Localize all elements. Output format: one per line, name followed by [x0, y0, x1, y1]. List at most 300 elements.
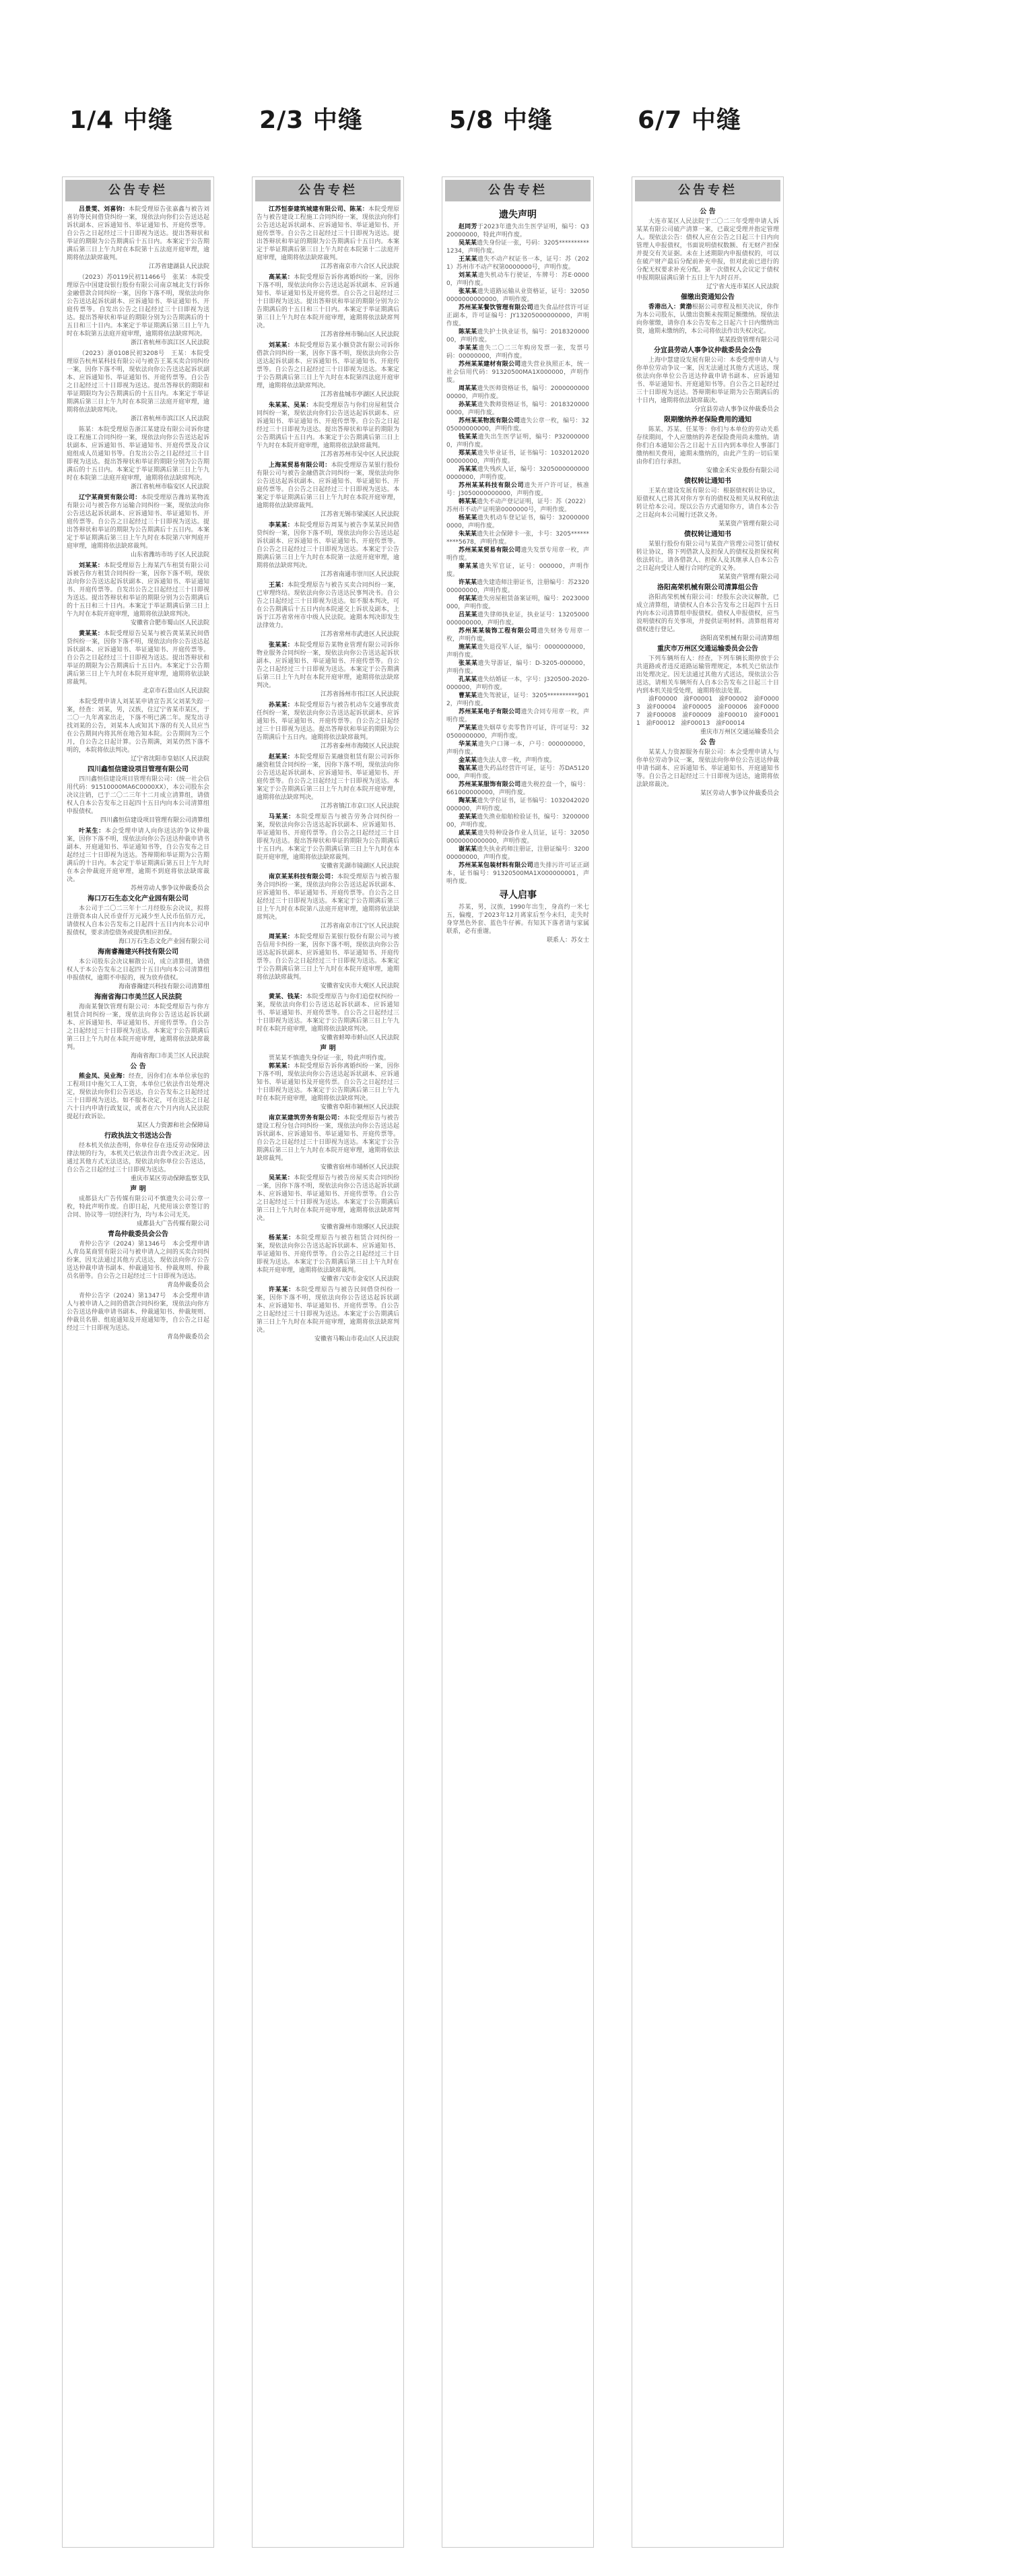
notice-addressee: 马某某： [269, 814, 295, 820]
notice-title: 声 明 [320, 1045, 336, 1052]
notice-paragraph [67, 905, 209, 937]
notice-text: 遗失公章一枚，编号：3205000000000，声明作废。 [446, 418, 589, 432]
notice-addressee: 吴某某： [269, 1175, 294, 1182]
notice-addressee: 周某某 [459, 385, 477, 392]
notice-addressee: 李某某 [459, 345, 479, 352]
notice-text: 遗失不动产权证书一本，证号：苏（2021）苏州市不动产权第0000000号，声明作废。 [446, 256, 589, 271]
notice-paragraph [257, 581, 399, 630]
notice-text: 本院受理申请人刘某某申请宣告其父刘某失踪一案，经查：刘某，男，汉族，住辽宁省某市某区，于二〇一九年离家出走，下落不明已满二年。现发出寻找刘某的公告，刘某本人或知其下落的有关人员应当在公告期间内将其所在地告知本院。公告期间为三个月，自公告之日起计算。公告期满，刘某仍然下落不明的，本院将依法判决。 [67, 699, 209, 754]
notice-title: 公 告 [130, 1063, 146, 1070]
notice-text: 大连市某区人民法院于二〇二三年受理申请人诉某某有限公司破产清算一案，已裁定受理并指定管理人。现依法公告：债权人应在公告之日起三十日内向管理人申报债权，书面说明债权数额、有无财产担保并提交有关证据。未在上述期限内申报债权的，可以在破产财产最后分配前补充申报，但对此前已进行的分配无权要求补充分配。第一次债权人会议定于债权申报期限届满后第十五日上午九时召开。 [636, 218, 779, 282]
notice-addressee: 陶某某 [459, 798, 477, 804]
notice-text: 遗失出生医学证明，编号：P320000000，声明作废。 [446, 434, 589, 449]
notice-paragraph [257, 521, 399, 570]
notice-addressee: 魏某某 [459, 765, 477, 772]
notice-text: 本院受理原告上海某汽车租赁有限公司诉被告你方租赁合同纠纷一案，因你下落不明，现依法向你公告送达起诉状副本、应诉通知书、举证通知书、开庭传票等。自发出公告之日起经过三十日即视为送达。提出答辩状和举证的期限分别为公告期满后的十五日和三十日内。本案定于举证期满后第三日上午九时在本院开庭审理，逾期将依法缺席判决。 [67, 562, 209, 618]
notice-paragraph [257, 1286, 399, 1334]
notice-signature: 分宜县劳动人事争议仲裁委员会 [694, 406, 779, 413]
notice-paragraph [257, 1174, 399, 1223]
notice-signature: 江苏省徐州市铜山区人民法院 [320, 331, 399, 338]
notice-addressee: 杨某某： [269, 1235, 295, 1242]
notice-text: 遗失道路运输从业资格证，证号：320500000000000000，声明作废。 [446, 288, 589, 303]
notice-text: 遗失执业药师注册证，注册证编号：320000000000，声明作废。 [446, 846, 589, 861]
notice-paragraph [67, 1072, 209, 1121]
notice-text: 上海中慧建设发展有限公司：本委受理申请人与你单位劳动争议一案，因无法通过其他方式送达，现依法向你单位公告送达仲裁申请书副本、应诉通知书、举证通知书、开庭通知书等。自公告之日起经过三十日即视为送达。答辩期和举证期为公告期满后的十日内，逾期将依法缺席裁决。 [636, 357, 779, 404]
notice-addressee: 上海某贸易有限公司： [269, 462, 331, 469]
notice-signature: 洛阳高荣机械有限公司清算组 [700, 635, 779, 642]
notice-paragraph [446, 797, 589, 813]
notice-addressee: 王某： [269, 582, 288, 589]
notice-signature: 辽宁省沈阳市皇姑区人民法院 [130, 756, 209, 763]
notice-signature: 安徽省安庆市大观区人民法院 [320, 983, 399, 990]
notice-title: 分宜县劳动人事争议仲裁委员会公告 [654, 347, 762, 354]
notice-addressee: 南京某某科技有限公司： [269, 874, 337, 880]
notice-title: 公 告 [700, 208, 716, 216]
notice-text: 本院受理原告周某与被告李某某民间借贷纠纷一案，因你下落不明，现依法向你公告送达起诉状副本、应诉通知书、举证通知书、开庭传票等。自公告之日起经过三十日即视为送达。本案定于公告期满后第三日上午九时在本院第一法庭开庭审理，逾期将依法缺席判决。 [257, 522, 399, 569]
notice-text: 本院受理原告吴某与被告黄某某民间借贷纠纷一案，因你下落不明，现依法向你公告送达起诉状副本、应诉通知书、举证通知书、开庭传票等。自公告之日起经过三十日即视为送达。提出答辩状和举证的期限为公告期满后十五日内。本案定于公告期满后第三日上午九时在本院开庭审理，逾期将依法缺席裁判。 [67, 631, 209, 686]
notice-text: 遗失残疾人证，编号：32050000000000000000，声明作废。 [446, 466, 589, 481]
notice-signature: 江苏省无锡市梁溪区人民法院 [320, 511, 399, 518]
notice-text: （2023）浙0108民初3208号 王某：本院受理原告杭州某科技有限公司与被告王某买卖合同纠纷一案，因你下落不明，现依法向你公告送达起诉状副本、应诉通知书、举证通知书、开庭传票等。自公告之日起经过三十日即视为送达。提出答辩状的期限和举证期限均为公告期满后的十五日内。本案定于举证期满后第三日上午九时在本院第三法庭开庭审理，逾期将依法缺席判决。 [67, 350, 209, 414]
notice-paragraph [446, 255, 589, 271]
notice-text: 洛阳高荣机械有限公司：经股东会决议解散，已成立清算组，请债权人自本公告发布之日起四十五日内向本公司清算组申报债权。债权人申报债权，应当说明债权的有关事项，并提供证明材料。清算组将对债权进行登记。 [636, 594, 779, 633]
notice-addressee: 郭某某： [269, 1063, 294, 1070]
notice-paragraph [446, 862, 589, 886]
notice-text: 海南某餐饮管理有限公司：本院受理原告与你方租赁合同纠纷一案，现依法向你公告送达起诉状副本、应诉通知书、举证通知书、开庭传票等。自公告之日起经过三十日即视为送达。本案定于公告期满后第三日上午九时在本院开庭审理，逾期将依法缺席裁判。 [67, 1004, 209, 1051]
notice-paragraph [67, 958, 209, 982]
notice-paragraph [636, 426, 779, 466]
notice-addressee: 黄某某： [79, 631, 104, 637]
notice-paragraph [636, 748, 779, 789]
notice-text: 遗失社会保障卡一张，卡号：3205**********5678，声明作废。 [446, 531, 589, 546]
notice-text: 下列车辆所有人：经查，下列车辆长期停放于公共道路或者违反道路运输管理规定，本机关已依法作出处理决定。因无法通过其他方式送达，现依法公告送达，请相关车辆所有人自本公告发布之日起三十日内到本机关接受处理，逾期将依法处置。 [636, 655, 779, 695]
notice-addressee: 王某某 [459, 256, 477, 263]
notice-text: 遗失教师资格证书，编号：20183200000000，声明作废。 [446, 401, 589, 416]
notice-text: 某银行股份有限公司与某资产管理公司签订债权转让协议，将下列借款人及担保人的债权及担保权利依法转让。请各借款人、担保人及其继承人自本公告之日起向受让人履行合同约定的义务。 [636, 541, 779, 572]
notice-paragraph [67, 205, 209, 262]
notice-paragraph [257, 993, 399, 1033]
notice-text: 本会受理申请人向你送达的争议仲裁案，因你下落不明，现依法向你公告送达仲裁申请书副本、开庭通知书、举证通知书等，自公告发布之日起经过三十日即视为送达。答辩期和举证期为公告期满后的十日内。本会定于举证期满后第五日上午九时在本会仲裁庭开庭审理，逾期不到庭将依法缺席裁决。 [67, 828, 209, 883]
notice-text: 本院受理原告某小额贷款有限公司诉你借款合同纠纷一案，因你下落不明，现依法向你公告送达起诉状副本、应诉通知书、举证通知书、开庭传票等。自公告之日起经过三十日即视为送达。本案定于公告期满后第三日上午九时在本院第四法庭开庭审理，逾期将依法缺席判决。 [257, 342, 399, 389]
column-title-4: 6/7 中缝 [638, 106, 741, 134]
notice-text: 根据公司章程及相关决议，你作为本公司股东，认缴出资额未按期足额缴纳。现依法向你催缴，请你自本公告发布之日起六十日内缴纳出资，逾期未缴纳的，本公司将依法作出失权决定。 [636, 304, 779, 335]
notice-text: 遗失毕业证书，证书编号：103201202000000000，声明作废。 [446, 450, 589, 465]
notice-text: 本公司股东会决议解散公司，成立清算组，请债权人于本公告发布之日起四十五日内向本公司清算组申报债权，逾期不申报的，视为放弃债权。 [67, 959, 209, 981]
notice-text: 遗失税控盘一个，编号：661000000000，声明作废。 [446, 781, 589, 796]
notice-paragraph [67, 1292, 209, 1332]
column-2 [252, 176, 404, 2548]
notice-text: 王某在建设发展有限公司：根据债权转让协议，原债权人已将其对你方享有的债权及相关从权利依法转让给本公司。现以公告方式通知你方，请自本公告之日起向本公司履行还款义务。 [636, 488, 779, 519]
notice-paragraph [257, 273, 399, 330]
notice-title: 四川鑫恒信建设项目管理有限公司 [88, 766, 189, 773]
notice-signature: 海南睿瀚建兴科技有限公司清算组 [118, 984, 209, 990]
notice-signature: 苏州劳动人事争议仲裁委员会 [130, 885, 209, 892]
notice-paragraph [446, 385, 589, 401]
notice-addressee: 孙某某 [459, 401, 477, 408]
notice-text: 遗失结婚证一本，字号：J320500-2020-000000，声明作废。 [446, 676, 589, 691]
notice-paragraph [446, 239, 589, 255]
notice-text: 本院受理原告与你们追偿权纠纷一案，现依法向你们公告送达起诉状副本、应诉通知书、举证通知书、开庭传票等。自公告之日起经过三十日即视为送达。本案定于公告期满后第三日上午九时在本院开庭审理，逾期将依法缺席判决。 [257, 994, 399, 1033]
notice-paragraph [257, 1114, 399, 1163]
notice-text: 本院受理原告某银行股份有限公司与被告信用卡纠纷一案，因你下落不明，现依法向你公告送达起诉状副本、应诉通知书、举证通知书、开庭传票等。自公告之日起经过三十日即视为送达。本案定于公告期满后第三日上午九时在本院开庭审理，逾期将依法缺席裁判。 [257, 934, 399, 981]
notice-text: 遗失发票专用章一枚，声明作废。 [446, 547, 589, 562]
notice-addressee: 苏州某某建材有限公司 [459, 361, 521, 368]
notice-addressee: 苏州某某物流有限公司 [459, 418, 520, 424]
notice-text: 遗失军官证，证号：000000，声明作废。 [446, 563, 589, 578]
notice-signature: 安徽金禾实业股份有限公司 [706, 468, 779, 474]
notice-title: 遗失声明 [499, 210, 537, 220]
notice-paragraph [446, 514, 589, 530]
notice-addressee: 吴某某 [459, 240, 477, 247]
column-4 [632, 176, 784, 2548]
notice-paragraph [446, 546, 589, 562]
notice-paragraph [446, 401, 589, 417]
notice-addressee: 辽宁某商贸有限公司： [79, 494, 141, 501]
notice-title: 债权转让通知书 [684, 478, 731, 485]
notice-paragraph [446, 829, 589, 845]
notice-paragraph [257, 641, 399, 690]
notice-addressee: 李某某： [269, 522, 294, 529]
notice-title: 限期缴纳养老保险费用的通知 [664, 416, 751, 424]
column-body [446, 205, 589, 2543]
notice-addressee: 南京某建筑劳务有限公司： [269, 1115, 343, 1122]
notice-text: 本院受理原告与被告民间借贷纠纷一案，因你下落不明，现依法向你公告送达起诉状副本、应诉通知书、举证通知书、开庭传票等。自公告之日起经过三十日即视为送达。本案定于公告期满后第三日上午九时在本院开庭审理，逾期将依法缺席判决。 [257, 1287, 399, 1334]
notice-text: 遗失导游证，编号：D-3205-000000，声明作废。 [446, 660, 589, 675]
notice-addressee: 赵某某： [269, 754, 294, 761]
notice-text: 于2023年遗失出生医学证明，编号：Q320000000，特此声明作废。 [446, 224, 589, 238]
notice-paragraph [446, 344, 589, 360]
notice-paragraph [446, 530, 589, 546]
notice-paragraph [636, 218, 779, 282]
notice-text: 遗失医师资格证书，编号：200000000000000，声明作废。 [446, 385, 589, 400]
notice-text: 遗失机动车登记证书，编号：320000000000，声明作废。 [446, 515, 589, 529]
notice-paragraph [446, 813, 589, 829]
notice-text: 本院受理原告诉你离婚纠纷一案，因你下落不明，现依法向你公告送达起诉状副本、应诉通知书、举证通知书及开庭传票。自公告之日起经过三十日即视为送达。提出答辩状和举证的期限分别为公告期满后的十五日和三十日内。本案定于举证期满后第三日上午九时在本院开庭审理，逾期将依法缺席判决。 [257, 274, 399, 329]
notice-paragraph [67, 562, 209, 618]
notice-addressee: 苏州某某科技有限公司 [459, 482, 525, 489]
notice-addressee: 施某某 [459, 644, 477, 651]
notice-paragraph [446, 417, 589, 433]
notice-signature: 某区劳动人事争议仲裁委员会 [700, 790, 779, 797]
column-title-1: 1/4 中缝 [69, 106, 173, 134]
notice-paragraph [446, 627, 589, 643]
notice-text: 遗失退役军人证，编号：0000000000，声明作废。 [446, 644, 589, 659]
notice-paragraph [446, 756, 589, 765]
notice-text: 本院受理原告某银行股份有限公司与被告金融借款合同纠纷一案，现依法向你公告送达起诉状副本、应诉通知书、举证通知书、开庭传票等。自公告之日起经过三十日即视为送达。本案定于举证期满后第三日上午九时在本院开庭审理，逾期将依法缺席裁判。 [257, 462, 399, 509]
notice-text: 遗失烟草专卖零售许可证，许可证号：320500000000，声明作废。 [446, 725, 589, 740]
notice-text: 本院受理原告与你们房屋租赁合同纠纷一案，现依法向你们公告送达起诉状副本、应诉通知书、举证通知书、开庭传票等。自公告之日起经过三十日即视为送达。提出答辩状和举证的期限为公告期满后十五日内。本案定于公告期满后第三日上午九时在本院开庭审理，逾期将依法缺席裁判。 [257, 402, 399, 449]
notice-paragraph [67, 1195, 209, 1219]
notice-title: 公 告 [700, 739, 716, 746]
notice-text: 遗失学位证书，证书编号：1032042020000000，声明作废。 [446, 798, 589, 812]
notice-text: 四川鑫恒信建设项目管理有限公司：（统一社会信用代码：91510000MA6C0000XX），本公司股东会决议注销，已于二〇二三年十二月成立清算组，请债权人自本公告发布之日起四十五日内向本公司清算组申报债权。 [67, 776, 209, 815]
notice-addressee: 黄某、钱某： [269, 994, 306, 1000]
notice-addressee: 叶某生： [79, 828, 105, 835]
notice-paragraph [636, 303, 779, 335]
notice-paragraph [257, 401, 399, 450]
notice-title: 海南睿瀚建兴科技有限公司 [98, 948, 178, 956]
notice-addressee: 苏州某某电子有限公司 [459, 709, 521, 715]
notice-text: 陈某：本院受理原告浙江某建设有限公司诉你建设工程施工合同纠纷一案，现依法向你公告送达起诉状副本、应诉通知书、举证通知书、开庭传票及合议庭组成人员通知书等。自发出公告之日起经过三十日即视为送达。提出答辩状和举证的期限分别为公告期满后的十五日内。本案定于举证期满后第三日上午九时在本院第二法庭开庭审理，逾期将依法缺席判决。 [67, 426, 209, 482]
notice-text: 遗失财务专用章一枚，声明作废。 [446, 628, 589, 643]
notice-paragraph [446, 595, 589, 611]
notice-paragraph [446, 288, 589, 304]
notice-text: 遗失建造师注册证书，注册编号：苏232000000000，声明作废。 [446, 579, 589, 594]
notice-signature: 安徽省马鞍山市花山区人民法院 [314, 1336, 399, 1343]
notice-paragraph [257, 1062, 399, 1103]
notice-signature: 安徽省滁州市琅琊区人民法院 [320, 1224, 399, 1231]
notice-paragraph [257, 1234, 399, 1275]
notice-paragraph [446, 579, 589, 595]
notice-text: 遗失法人章一枚，声明作废。 [477, 757, 556, 764]
notice-paragraph [446, 692, 589, 708]
notice-text: 青仲公告字（2024）第1346号 本会受理申请人青岛某商贸有限公司与被申请人之间的买卖合同纠纷案，因无法通过其他方式送达，现依法向你方公告送达仲裁申请书副本、仲裁通知书、仲裁规则、仲裁员名册等。自公告之日起经过三十日即视为送达。 [67, 1241, 209, 1280]
notice-signature: 某某投资管理有限公司 [718, 337, 779, 344]
notice-addressee: 苏州某某装饰工程有限公司 [459, 628, 537, 635]
notice-signature: 海口万石生态文化产业园有限公司 [118, 938, 209, 945]
notice-paragraph [446, 304, 589, 328]
notice-paragraph [67, 426, 209, 482]
notice-paragraph [446, 781, 589, 797]
column-body [67, 205, 209, 2543]
notice-signature: 成都县大广告传媒有限公司 [136, 1221, 209, 1227]
notice-paragraph [446, 740, 589, 756]
notice-paragraph [67, 1003, 209, 1052]
notice-text: 本院受理原告与被告建设工程分包合同纠纷一案，现依法向你公告送达起诉状副本、应诉通知书、举证通知书、开庭传票等。自公告之日起经过三十日即视为送达。本案定于公告期满后第三日上午九时在本院开庭审理，逾期将依法缺席裁判。 [257, 1115, 399, 1162]
notice-signature: 青岛仲裁委员会 [166, 1334, 209, 1341]
notice-title: 催缴出资通知公告 [681, 294, 735, 301]
notice-paragraph [446, 765, 589, 781]
notice-signature: 安徽省芜湖市镜湖区人民法院 [320, 863, 399, 870]
notice-text: 本院受理原告与被告建设工程施工合同纠纷一案，现依法向你们公告送达起诉状副本、应诉通知书、举证通知书、开庭传票等。自公告之日起经过三十日即视为送达。提出答辩状和举证的期限为公告期满后十五日内。本案定于举证期满后第三日上午九时在本院第十二法庭开庭审理，逾期将依法缺席裁判。 [257, 206, 399, 261]
notice-signature: 某某资产管理有限公司 [718, 521, 779, 527]
notice-signature: 江苏省南京市江宁区人民法院 [320, 923, 399, 930]
notice-addressee: 戚某某 [459, 830, 477, 837]
notice-text: 遗失开户许可证，核准号：J3050000000000，声明作废。 [446, 482, 589, 497]
notice-text: 遗失二〇二三年购房发票一张，发票号码：00000000，声明作废。 [446, 345, 589, 360]
notice-text: 遗失食品经营许可证正副本，许可证编号：JY13205000000000，声明作废。 [446, 304, 589, 327]
notice-title: 洛阳高荣机械有限公司清算组公告 [657, 584, 758, 591]
notice-paragraph [446, 903, 589, 936]
notice-addressee: 许某某 [459, 579, 477, 586]
notice-text: 本院受理原告某物业管理有限公司诉你物业服务合同纠纷一案，现依法向你公告送达起诉状副本、应诉通知书、举证通知书、开庭传票等。自公告之日起经过三十日即视为送达。本案定于公告期满后第三日上午九时在本院开庭审理，逾期将依法缺席判决。 [257, 642, 399, 689]
notice-text: 本院受理原告与被告劳务合同纠纷一案，现依法向你公告送达起诉状副本、应诉通知书、举证通知书、开庭传票等。自公告之日起经过三十日即视为送达。提出答辩状和举证的期限为公告期满后十五日内。本案定于公告期满后第三日上午九时在本院开庭审理，逾期将依法缺席裁判。 [257, 814, 399, 861]
notice-text: 本公司于二〇二三年十二月经股东会决议，拟将注册资本由人民币壹仟万元减少至人民币伍佰万元，请债权人自本公告发布之日起四十五日内向本公司申报债权，要求清偿债务或提供相应担保。 [67, 905, 209, 936]
notice-title: 海口万石生态文化产业园有限公司 [88, 895, 189, 903]
notice-signature: 江苏省建湖县人民法院 [148, 263, 209, 270]
notice-addressee: 秦某某 [459, 563, 479, 570]
notice-signature: 浙江省杭州市滨江区人民法院 [130, 416, 209, 422]
notice-text: 本院受理原告某融资租赁有限公司诉你融资租赁合同纠纷一案，因你下落不明，现依法向你公告送达起诉状副本、应诉通知书、举证通知书、开庭传票等。自公告之日起经过三十日即视为送达。本案定于公告期满后第三日上午九时在本院开庭审理，逾期将依法缺席判决。 [257, 754, 399, 801]
notice-text: 遗失护士执业证书，编号：201832000000，声明作废。 [446, 329, 589, 344]
notice-title: 声 明 [130, 1186, 146, 1193]
notice-title: 寻人启事 [499, 890, 537, 901]
notice-text: 经查，因你们在本单位承包的工程项目中拖欠工人工资，本单位已依法作出处理决定，现依法向你们公告送达，自公告发布之日起经过三十日即视为送达。如不服本决定，可在送达之日起六十日内申请行政复议，或者在六个月内向人民法院提起行政诉讼。 [67, 1073, 209, 1120]
notice-paragraph [446, 482, 589, 498]
notice-text: 遗失排污许可证正副本，证书编号：91320500MA1X000000001，声明作废。 [446, 862, 589, 885]
notice-paragraph [257, 342, 399, 390]
notice-signature: 江苏省南京市六合区人民法院 [320, 263, 399, 270]
notice-text: 本院受理原告与被告房屋买卖合同纠纷一案，因你下落不明，现依法向你公告送达起诉状副本、应诉通知书、举证通知书、开庭传票等。自公告之日起经过三十日即视为送达。本案定于公告期满后第三日上午九时在本院开庭审理，逾期将依法缺席判决。 [257, 1175, 399, 1222]
notice-addressee: 孔某某 [459, 676, 477, 683]
notice-addressee: 苏州某某服饰有限公司 [459, 781, 521, 788]
notice-paragraph [67, 827, 209, 884]
notice-paragraph [446, 562, 589, 579]
notice-signature: 青岛仲裁委员会 [166, 1282, 209, 1289]
notice-addressee: 冯某某 [459, 466, 477, 473]
notice-paragraph [446, 611, 589, 627]
notice-paragraph [446, 449, 589, 465]
notice-text: 本院受理原告与被告机动车交通事故责任纠纷一案，现依法向你公告送达起诉状副本、应诉通知书、举证通知书、开庭传票等。自公告之日起经过三十日即视为送达。提出答辩状和举证的期限为公告期满后十五日内。逾期将依法缺席裁判。 [257, 702, 399, 741]
notice-addressee: 郑某某 [459, 450, 477, 457]
notice-addressee: 张某某： [269, 642, 294, 649]
notice-paragraph [67, 698, 209, 754]
notice-addressee: 严某某 [459, 725, 477, 732]
notice-signature: 浙江省杭州市滨江区人民法院 [130, 340, 209, 346]
notice-text: 某某人力资源服务有限公司：本会受理申请人与你单位劳动争议一案，现依法向你单位公告送达仲裁申请书副本、应诉通知书、举证通知书、开庭通知书等。自公告之日起经过三十日即视为送达，逾期将依法缺席裁决。 [636, 749, 779, 788]
notice-paragraph [67, 630, 209, 686]
notice-signature: 江苏省常州市武进区人民法院 [320, 631, 399, 638]
notice-paragraph [446, 845, 589, 862]
notice-text: 遗失驾驶证，证号：3205**********9012，声明作废。 [446, 693, 589, 707]
column-header: 公告专栏 [445, 180, 591, 201]
notice-text: 本院受理原告潍坊某物流有限公司与被告你方运输合同纠纷一案，现依法向你公告送达起诉状副本、应诉通知书、举证通知书、开庭传票等。自公告之日起经过三十日即视为送达。提出答辩状和举证的期限为公告期满后十五日内。本案定于举证期满后第三日上午九时在本院第六审判庭开庭审理，逾期将依法缺席裁判。 [67, 494, 209, 550]
notice-signature: 联系人：苏女士 [546, 937, 589, 944]
notice-signature: 江苏省镇江市京口区人民法院 [320, 803, 399, 810]
notice-title: 行政执法文书送达公告 [104, 1132, 172, 1140]
notice-paragraph [446, 223, 589, 239]
notice-text: （2023）苏0119民初11466号 张某：本院受理原告中国建设银行股份有限公司南京城北支行诉你金融借款合同纠纷一案，因你下落不明，现依法向你公告送达起诉状副本、应诉通知书、举证通知书、开庭传票等。自发出公告之日起经过三十日即视为送达。提出答辩状和举证的期限分别为公告期满后的十五日和三十日内。本案定于举证期满后第三日上午九时在本院第五法庭开庭审理，逾期将依法缺席判决。 [67, 274, 209, 337]
notice-title: 海南省海口市美兰区人民法院 [94, 994, 182, 1001]
notice-text: 遗失身份证一张，号码：3205**********1234，声明作废。 [446, 240, 589, 255]
notice-addressee: 华某某 [459, 741, 478, 748]
notice-paragraph [446, 724, 589, 740]
notice-addressee: 苏州某某餐饮管理有限公司 [459, 304, 533, 311]
notice-paragraph [446, 328, 589, 344]
notice-addressee: 朱某某、吴某： [269, 402, 312, 409]
notice-paragraph [446, 360, 589, 385]
notice-paragraph [446, 433, 589, 449]
notice-text: 陈某、苏某、任某等：你们与本单位的劳动关系存续期间，个人应缴纳的养老保险费用尚未缴纳。请你们自本通知公告之日起十五日内到本单位人事部门缴纳相关费用，逾期未缴纳的，由此产生的一切后果由你们自行承担。 [636, 426, 779, 465]
notice-signature: 安徽省蚌埠市蚌山区人民法院 [320, 1035, 399, 1041]
notice-addressee: 赵同芳 [459, 224, 477, 230]
column-body [636, 205, 779, 2543]
notice-addressee: 许某某： [269, 1287, 295, 1293]
notice-signature: 江苏省泰州市海陵区人民法院 [320, 743, 399, 750]
notice-paragraph [257, 701, 399, 742]
notice-paragraph [446, 659, 589, 676]
notice-addressee: 刘某某： [269, 342, 294, 349]
notice-addressee: 孙某某： [269, 702, 294, 709]
notice-paragraph [446, 643, 589, 659]
notice-text: 本院受理原告与被告服务合同纠纷一案，现依法向你公告送达起诉状副本、应诉通知书、举证通知书、开庭传票等。自公告之日起经过三十日即视为送达。本案定于公告期满后第三日上午九时在本院第八法庭开庭审理，逾期将依法缺席判决。 [257, 874, 399, 921]
notice-text: 渝F00000 渝F00001 渝F00002 渝F00003 渝F00004 渝F00005 渝F00006 渝F00007 渝F00008 渝F00009 渝F00010 渝F00011 渝F00012 渝F00013 渝F00014 [636, 696, 779, 727]
notice-paragraph [446, 708, 589, 724]
notice-addressee: 香港出入：黄渤 [648, 304, 692, 311]
notice-signature: 安徽省阜阳市颍州区人民法院 [320, 1104, 399, 1111]
notice-text: 遗失药品经营许可证，证号：苏DA5120000，声明作废。 [446, 765, 589, 780]
notice-title: 债权转让通知书 [684, 531, 731, 538]
notice-text: 遗失营业执照正本，统一社会信用代码：91320500MA1X000000，声明作废。 [446, 361, 589, 384]
notice-text: 遗失房屋租赁备案证明，编号：2023000000，声明作废。 [446, 595, 589, 610]
notice-paragraph [257, 205, 399, 262]
notice-addressee: 姜某某 [459, 814, 477, 820]
column-header: 公告专栏 [65, 180, 211, 201]
notice-addressee: 张某某 [459, 288, 477, 295]
notice-addressee: 吕景雯、刘喜钧： [79, 206, 129, 213]
notice-addressee: 刘某某 [459, 272, 478, 279]
notice-title: 重庆市万州区交通运输委员会公告 [657, 645, 758, 653]
notice-paragraph [257, 1054, 399, 1062]
notice-addressee: 杨某某 [459, 515, 477, 521]
column-header: 公告专栏 [635, 180, 780, 201]
notice-text: 本院受理原告诉你离婚纠纷一案，因你下落不明，现依法向你公告送达起诉状副本、应诉通知书、举证通知书及开庭传票。自公告之日起经过三十日即视为送达。本案定于公告期满后第三日上午九时在本院开庭审理，逾期将依法缺席判决。 [257, 1063, 399, 1102]
notice-signature: 某某资产管理有限公司 [718, 574, 779, 581]
notice-text: 遗失渔业船舶检验证书，编号：320000000，声明作废。 [446, 814, 589, 829]
notice-paragraph [636, 593, 779, 634]
notice-paragraph [67, 1142, 209, 1174]
notice-addressee: 周某某： [269, 934, 294, 940]
notice-paragraph [446, 498, 589, 514]
notice-paragraph [446, 676, 589, 692]
notice-addressee: 张某某 [459, 660, 478, 667]
notice-signature: 江苏省盐城市亭湖区人民法院 [320, 391, 399, 398]
notice-signature: 辽宁省大连市某区人民法院 [706, 284, 779, 290]
notice-paragraph [67, 350, 209, 414]
notice-addressee: 朱某某 [459, 531, 477, 538]
notice-signature: 北京市石景山区人民法院 [142, 688, 209, 695]
column-body [257, 205, 399, 2543]
notice-signature: 四川鑫恒信建设项目管理有限公司清算组 [100, 817, 209, 824]
notice-paragraph [67, 1240, 209, 1281]
notice-addressee: 金某某 [459, 757, 477, 764]
notice-signature: 江苏省南通市崇川区人民法院 [320, 571, 399, 578]
notice-addressee: 刘某某： [79, 562, 104, 569]
notice-paragraph [636, 655, 779, 695]
notice-text: 遗失户口簿一本，户号：000000000，声明作废。 [446, 741, 589, 756]
notice-addressee: 苏州某某包装材料有限公司 [459, 862, 533, 869]
notice-text: 青仲公告字（2024）第1347号 本会受理申请人与被申请人之间的借款合同纠纷案，现依法向你方公告送达仲裁申请书副本、仲裁通知书、仲裁规则、仲裁员名册、组庭通知及开庭通知等，自公告之日起经过三十日即视为送达。 [67, 1293, 209, 1332]
notice-text: 成都县大广告传媒有限公司不慎遗失公司公章一枚，特此声明作废。自即日起，凡使用该公章签订的合同、协议等一切经济行为，均与本公司无关。 [67, 1196, 209, 1219]
column-3 [442, 176, 594, 2548]
column-title-3: 5/8 中缝 [449, 106, 553, 134]
notice-paragraph [636, 356, 779, 405]
notice-signature: 山东省潍坊市坊子区人民法院 [130, 552, 209, 558]
notice-signature: 安徽省宿州市埇桥区人民法院 [320, 1164, 399, 1171]
notice-signature: 安徽省合肥市蜀山区人民法院 [130, 620, 209, 626]
notice-paragraph [446, 271, 589, 288]
notice-text: 本院受理原告与被告买卖合同纠纷一案，已审理终结。现依法向你公告送达民事判决书。自公告之日起经过三十日即视为送达。如不服本判决，可在公告期满后十五日内向本院递交上诉状及副本，上诉于江苏省常州市中级人民法院。逾期本判决即发生法律效力。 [257, 582, 399, 629]
notice-paragraph [67, 494, 209, 550]
notice-text: 遗失合同专用章一枚，声明作废。 [446, 709, 589, 723]
notice-signature: 某区人力资源和社会保障局 [136, 1122, 209, 1129]
notice-paragraph [67, 775, 209, 816]
notice-signature: 江苏省苏州市吴中区人民法院 [320, 451, 399, 458]
notice-paragraph [257, 813, 399, 862]
notice-addressee: 曹某某 [459, 693, 477, 699]
notice-paragraph [257, 461, 399, 510]
notice-paragraph [636, 540, 779, 573]
notice-signature: 安徽省六安市金安区人民法院 [320, 1276, 399, 1283]
column-title-2: 2/3 中缝 [259, 106, 363, 134]
notice-signature: 海南省海口市美兰区人民法院 [130, 1053, 209, 1060]
notice-paragraph [636, 487, 779, 519]
notice-text: 遗失特种设备作业人员证，证号：320500000000000000，声明作废。 [446, 830, 589, 845]
notice-text: 经本机关依法查明，你单位存在违反劳动保障法律法规的行为，本机关已依法作出责令改正决定。因通过其他方式无法送达，现依法向你单位公告送达，自公告之日起经过三十日即视为送达。 [67, 1142, 209, 1173]
column-1 [62, 176, 214, 2548]
notice-paragraph [67, 273, 209, 338]
notice-addressee: 韩某某 [459, 498, 477, 505]
